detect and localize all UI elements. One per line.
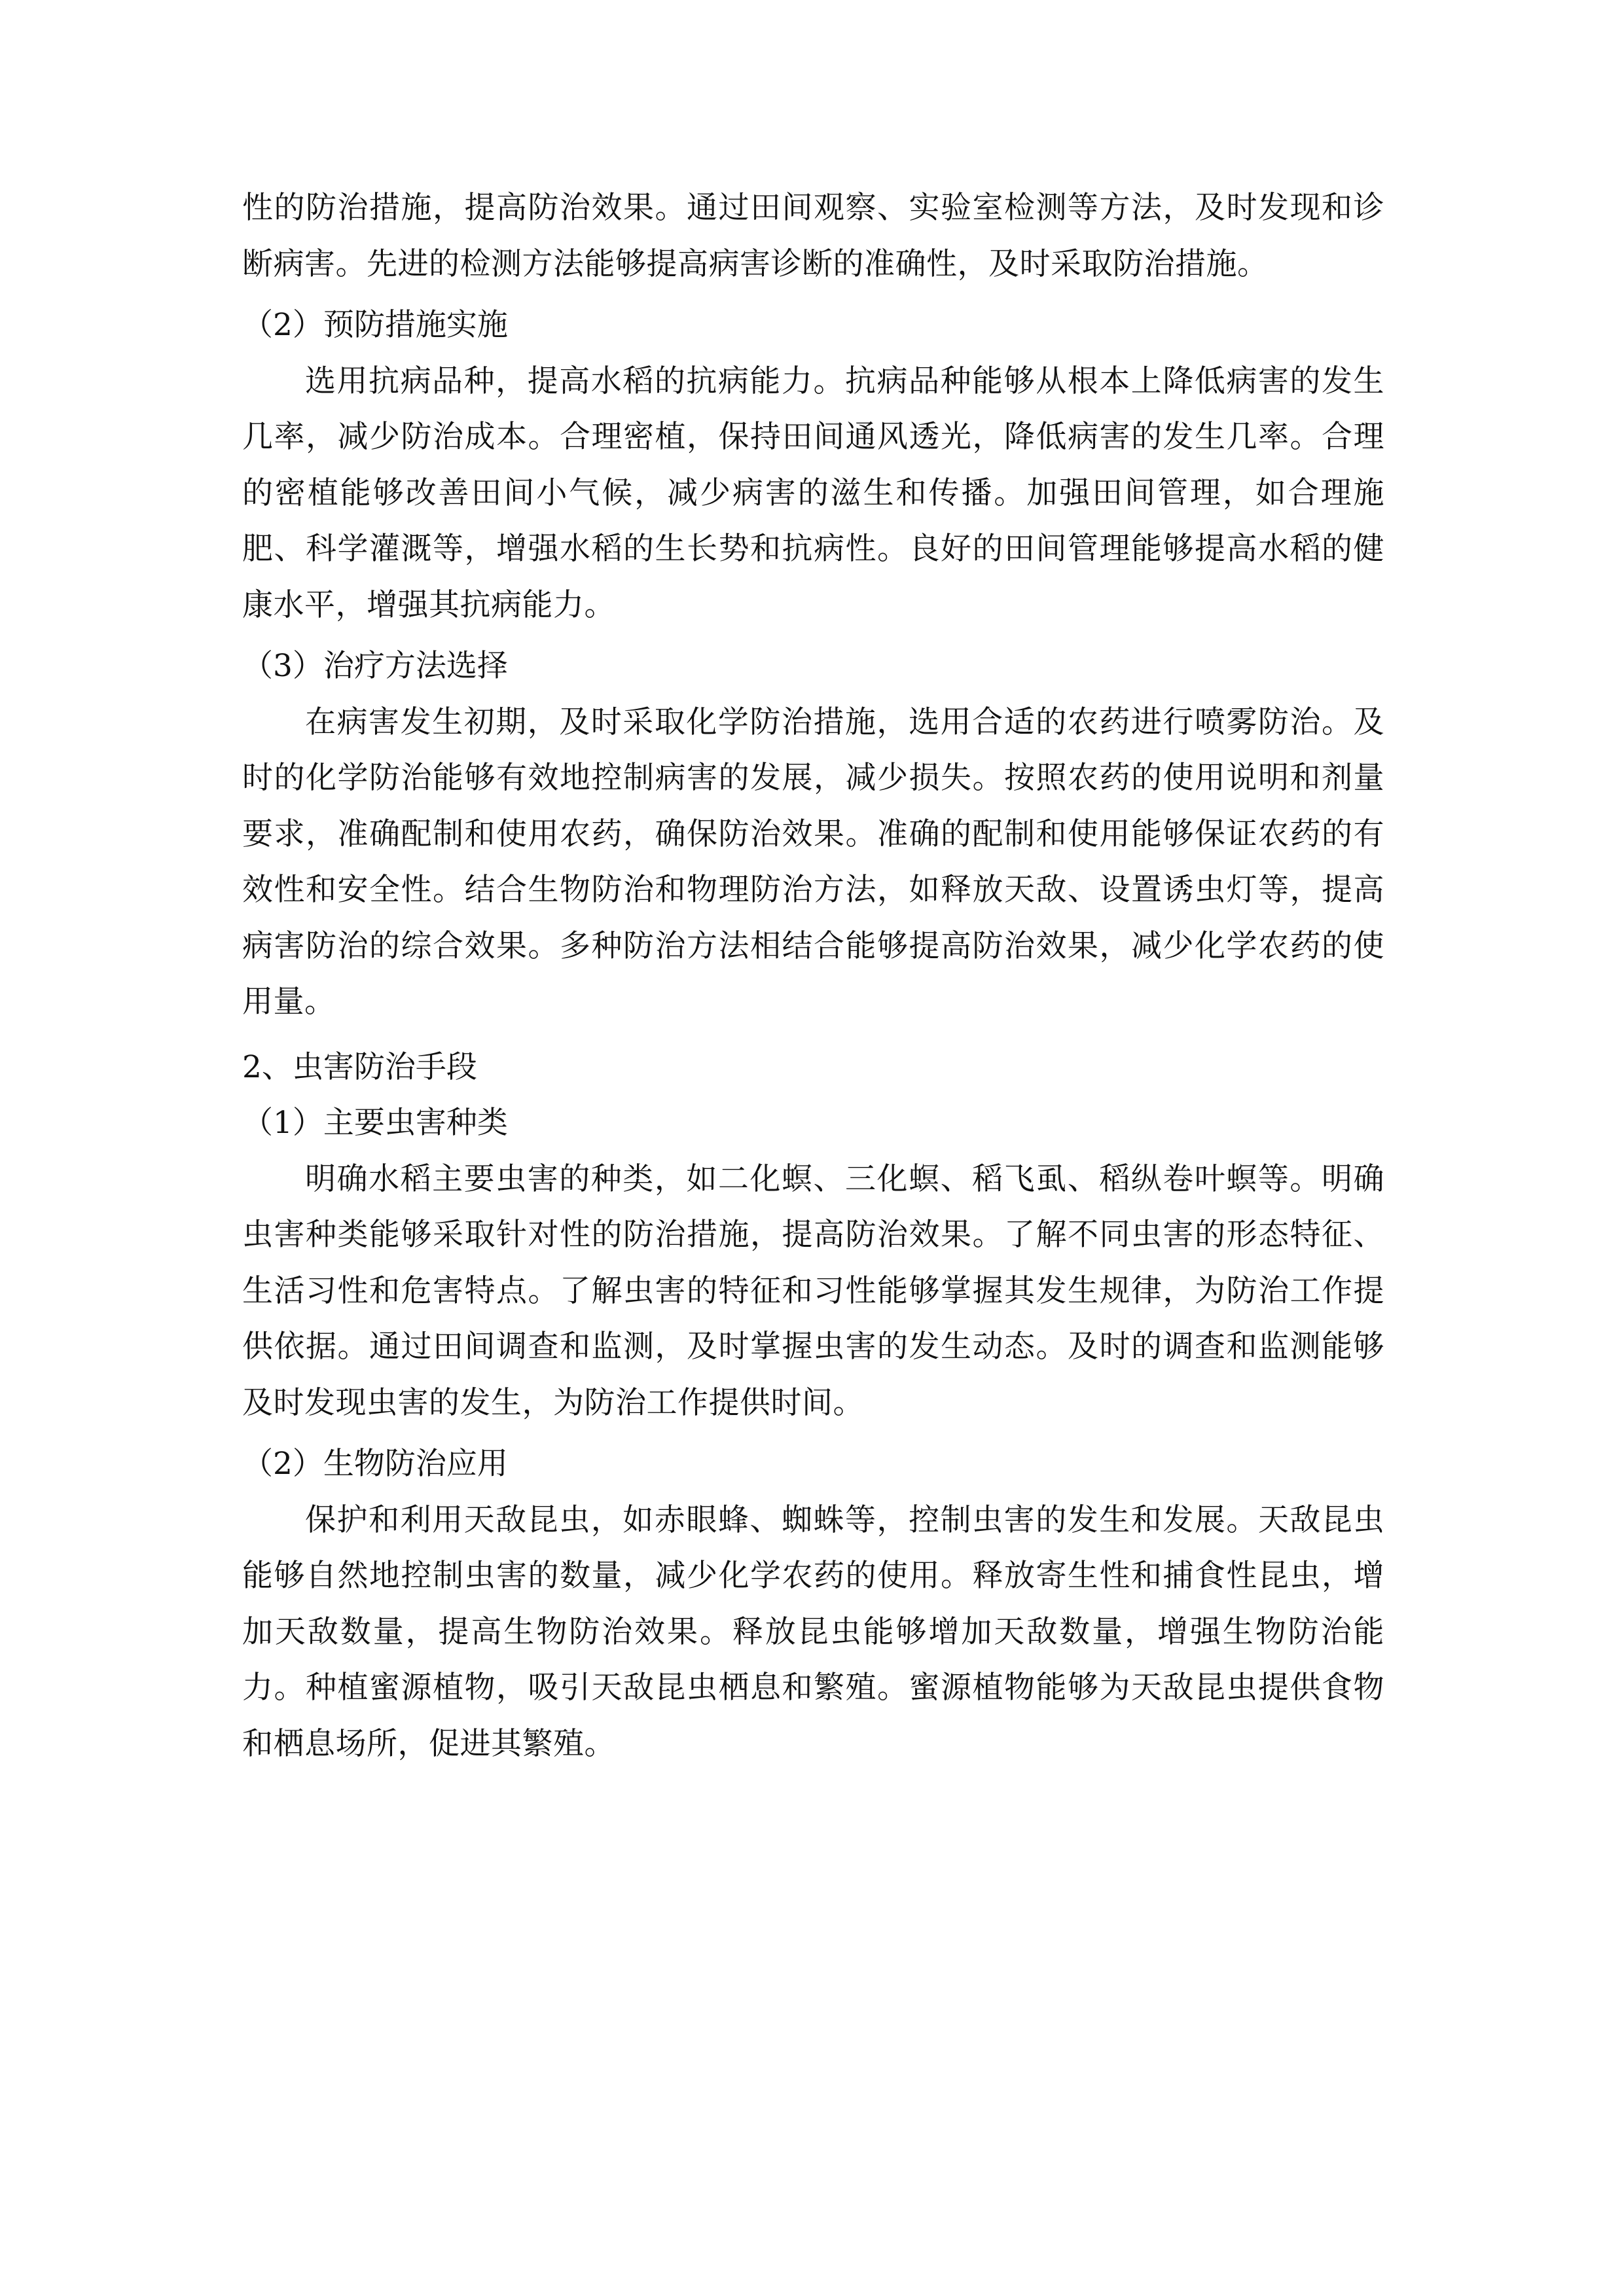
paragraph-main-pest-types: 明确水稻主要虫害的种类，如二化螟、三化螟、稻飞虱、稻纵卷叶螟等。明确虫害种类能够采取针对性的防治措施，提高防治效果。了解不同虫害的形态特征、生活习性和危害特点。了解虫害的特征和习性能够掌握其发生规律，为防治工作提供依据。通过田间调查和监测，及时掌握虫害的发生动态。及时的调查和监测能够及时发现虫害的发生，为防治工作提供时间。 [242,1160,1384,1421]
heading-treatment-methods: （3）治疗方法选择 [242,648,508,684]
paragraph-detection-continued: 性的防治措施，提高防治效果。通过田间观察、实验室检测等方法，及时发现和诊断病害。先进的检测方法能够提高病害诊断的准确性，及时采取防治措施。 [242,190,1384,282]
heading-pest-control: 2、虫害防治手段 [242,1049,477,1085]
heading-biological-control: （2）生物防治应用 [242,1446,508,1482]
heading-prevention-measures: （2）预防措施实施 [242,307,508,343]
document-page [242,180,1384,1772]
paragraph-treatment-methods: 在病害发生初期，及时采取化学防治措施，选用合适的农药进行喷雾防治。及时的化学防治能够有效地控制病害的发展，减少损失。按照农药的使用说明和剂量要求，准确配制和使用农药，确保防治效果。准确的配制和使用能够保证农药的有效性和安全性。结合生物防治和物理防治方法，如释放天敌、设置诱虫灯等，提高病害防治的综合效果。多种防治方法相结合能够提高防治效果，减少化学农药的使用量。 [242,704,1384,1020]
heading-main-pest-types: （1）主要虫害种类 [242,1105,508,1141]
paragraph-biological-control: 保护和利用天敌昆虫，如赤眼蜂、蜘蛛等，控制虫害的发生和发展。天敌昆虫能够自然地控制虫害的数量，减少化学农药的使用。释放寄生性和捕食性昆虫，增加天敌数量，提高生物防治效果。释放昆虫能够增加天敌数量，增强生物防治能力。种植蜜源植物，吸引天敌昆虫栖息和繁殖。蜜源植物能够为天敌昆虫提供食物和栖息场所，促进其繁殖。 [242,1501,1384,1762]
paragraph-prevention-measures: 选用抗病品种，提高水稻的抗病能力。抗病品种能够从根本上降低病害的发生几率，减少防治成本。合理密植，保持田间通风透光，降低病害的发生几率。合理的密植能够改善田间小气候，减少病害的滋生和传播。加强田间管理，如合理施肥、科学灌溉等，增强水稻的生长势和抗病性。良好的田间管理能够提高水稻的健康水平，增强其抗病能力。 [242,363,1384,623]
